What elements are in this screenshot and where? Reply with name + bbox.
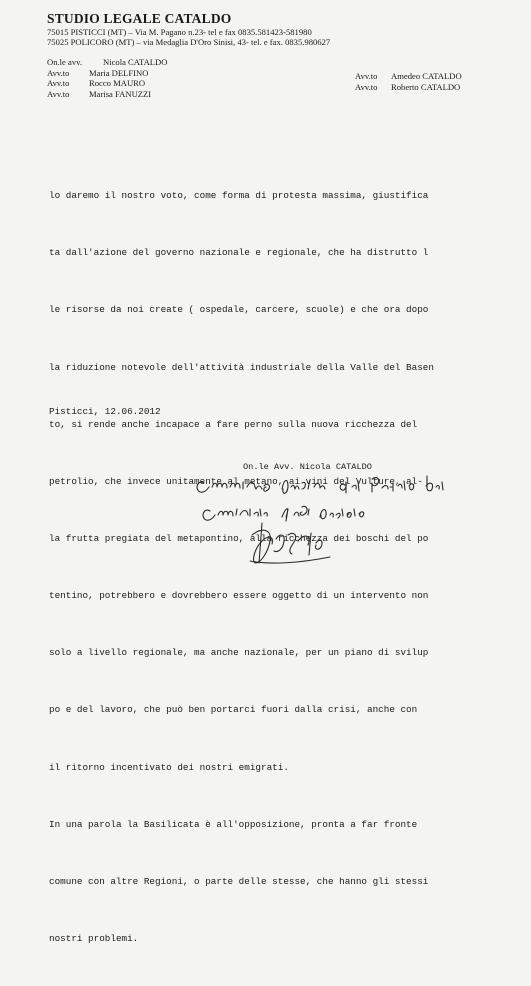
lawyer-title: Avv.to: [355, 71, 378, 81]
body-line: la frutta pregiata del metapontino, alla ricchezza dei boschi del po: [49, 532, 429, 544]
address-pisticci: 75015 PISTICCI (MT) – Via M. Pagano n.23- tel e fax 0835.581423-581980: [47, 27, 312, 37]
place-date: Pisticci, 12.06.2012: [49, 406, 161, 417]
lawyer-entry: [47, 57, 167, 68]
body-line: lo daremo il nostro voto, come forma di protesta massima, giustifica: [49, 190, 429, 202]
lawyer-title: Avv.to: [355, 81, 378, 92]
lawyer-entry: [47, 78, 167, 89]
lawyer-title: Avv.to: [47, 78, 70, 88]
body-line: tentino, potrebbero e dovrebbero essere oggetto di un intervento non: [49, 590, 429, 602]
lawyer-title: Avv.to: [47, 88, 70, 99]
body-line: solo a livello regionale, ma anche nazionale, per un piano di svilup: [49, 647, 429, 659]
body-line: le risorse da noi create ( ospedale, carcere, scuole) e che ora dopo: [49, 304, 429, 316]
lawyer-entry: [47, 68, 167, 79]
body-line: comune con altre Regioni, o parte delle stesse, che hanno gli stessi: [49, 875, 429, 887]
lawyer-entry: [355, 82, 462, 93]
body-line: ta dall'azione del governo nazionale e regionale, che ha distrutto l: [49, 247, 429, 259]
lawyer-entry: [47, 89, 167, 100]
lawyer-name: Marisa FANUZZI: [89, 88, 152, 99]
body-line: In una parola la Basilicata è all'opposizione, pronta a far fronte: [49, 818, 418, 830]
body-line: nostri problemi.: [49, 932, 139, 944]
lawyers-list-right: [355, 71, 462, 92]
body-line: petrolio, che invece unitamente al metano, ai vini del Vulture, al-: [49, 475, 423, 487]
lawyer-name: Rocco MAURO: [89, 78, 146, 88]
studio-name: STUDIO LEGALE CATALDO: [47, 11, 232, 26]
lawyers-list-left: [47, 57, 167, 99]
lawyer-name: Roberto CATALDO: [391, 81, 461, 92]
lawyer-title: On.le avv.: [47, 57, 82, 67]
body-line: il ritorno incentivato dei nostri emigrati.: [49, 761, 289, 773]
signer-name: On.le Avv. Nicola CATALDO: [243, 462, 372, 472]
body-line: la riduzione notevole dell'attività industriale della Valle del Basen: [49, 361, 434, 373]
lawyer-title: Avv.to: [47, 67, 70, 78]
lawyer-name: Amedeo CATALDO: [391, 71, 462, 81]
address-policoro: 75025 POLICORO (MT) – via Medaglia D'Oro Sinisi, 43- tel. e fax. 0835.980627: [47, 37, 331, 47]
lawyer-entry: [355, 71, 462, 82]
body-line: to, si rende anche incapace a fare perno sulla nuova ricchezza del: [49, 418, 418, 430]
body-line: po e del lavoro, che può ben portarci fuori dalla crisi, anche con: [49, 704, 418, 716]
lawyer-name: Maria DELFINO: [89, 67, 149, 78]
handwritten-signature: [190, 465, 470, 580]
lawyer-name: Nicola CATALDO: [103, 57, 168, 67]
